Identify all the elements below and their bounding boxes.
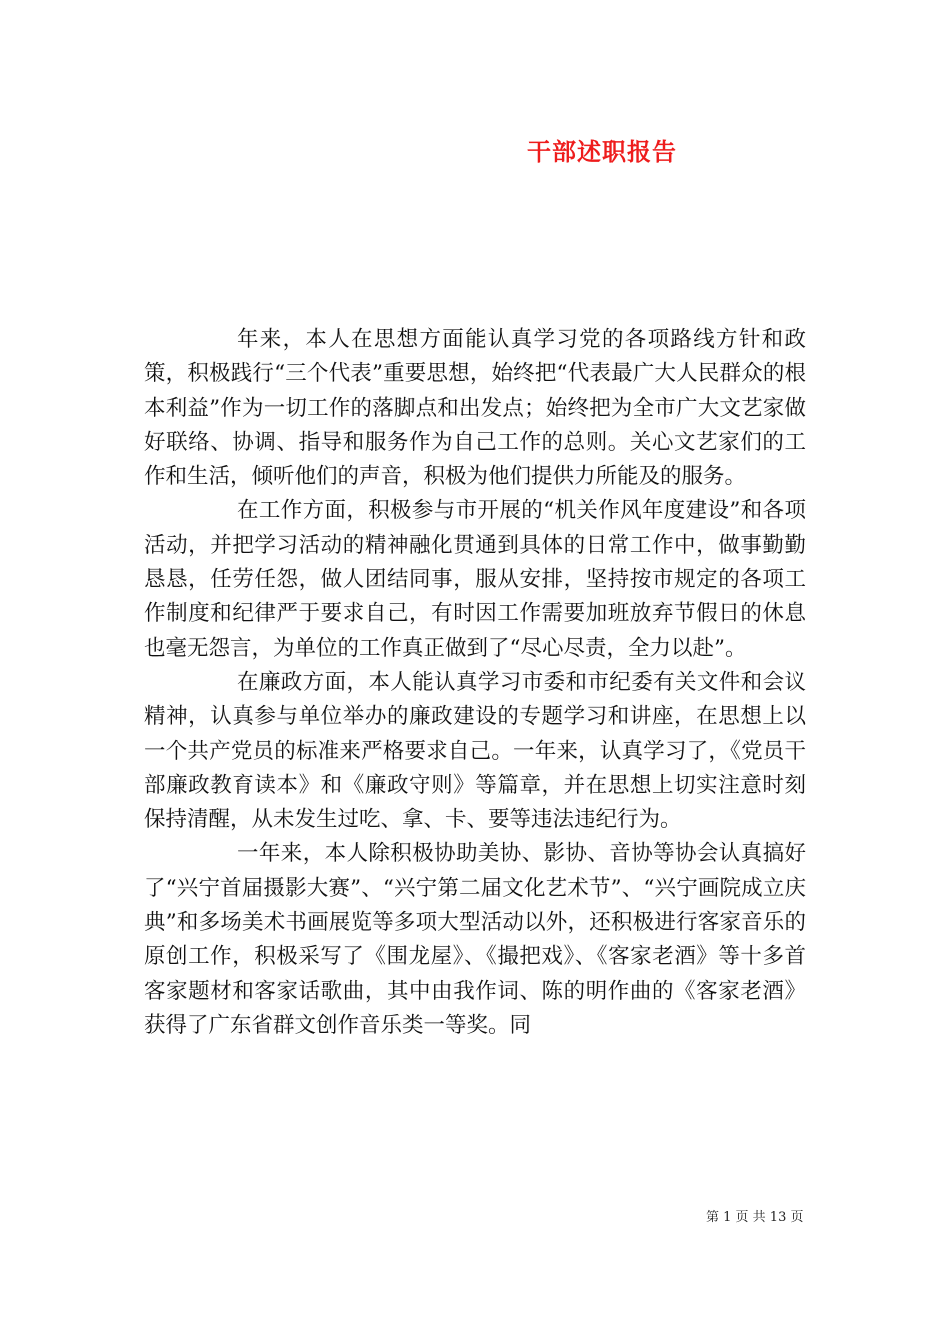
paragraph-work: 在工作方面，积极参与市开展的“机关作风年度建设”和各项活动，并把学习活动的精神融化贯通到具体的日常工作中，做事勤勤恳恳，任劳任怨，做人团结同事，服从安排，坚持按市规定的各项工作制度和纪律严于要求自己，有时因工作需要加班放弃节假日的休息也毫无怨言，为单位的工作真正做到了“尽心尽责，全力以赴”。 — [144, 498, 806, 661]
document-body — [144, 323, 806, 1043]
page-number-footer: 第 1 页 共 13 页 — [706, 1210, 804, 1225]
document-title: 干部述职报告 — [527, 137, 677, 166]
paragraph-ideology: 年来，本人在思想方面能认真学习党的各项路线方针和政策，积极践行“三个代表”重要思想，始终把“代表最广大人民群众的根本利益”作为一切工作的落脚点和出发点；始终把为全市广大文艺家做好联络、协调、指导和服务作为自己工作的总则。关心文艺家们的工作和生活，倾听他们的声音，积极为他们提供力所能及的服务。 — [144, 327, 806, 490]
paragraph-achievements: 一年来，本人除积极协助美协、影协、音协等协会认真搞好了“兴宁首届摄影大赛”、“兴宁第二届文化艺术节”、“兴宁画院成立庆典”和多场美术书画展览等多项大型活动以外，还积极进行客家音乐的原创工作，积极采写了《围龙屋》、《撮把戏》、《客家老酒》等十多首客家题材和客家话歌曲，其中由我作词、陈的明作曲的《客家老酒》获得了广东省群文创作音乐类一等奖。同 — [144, 841, 806, 1038]
paragraph-integrity: 在廉政方面，本人能认真学习市委和市纪委有关文件和会议精神，认真参与单位举办的廉政建设的专题学习和讲座，在思想上以一个共产党员的标准来严格要求自己。一年来，认真学习了，《党员干部廉政教育读本》和《廉政守则》等篇章，并在思想上切实注意时刻保持清醒，从未发生过吃、拿、卡、要等违法违纪行为。 — [144, 669, 806, 833]
